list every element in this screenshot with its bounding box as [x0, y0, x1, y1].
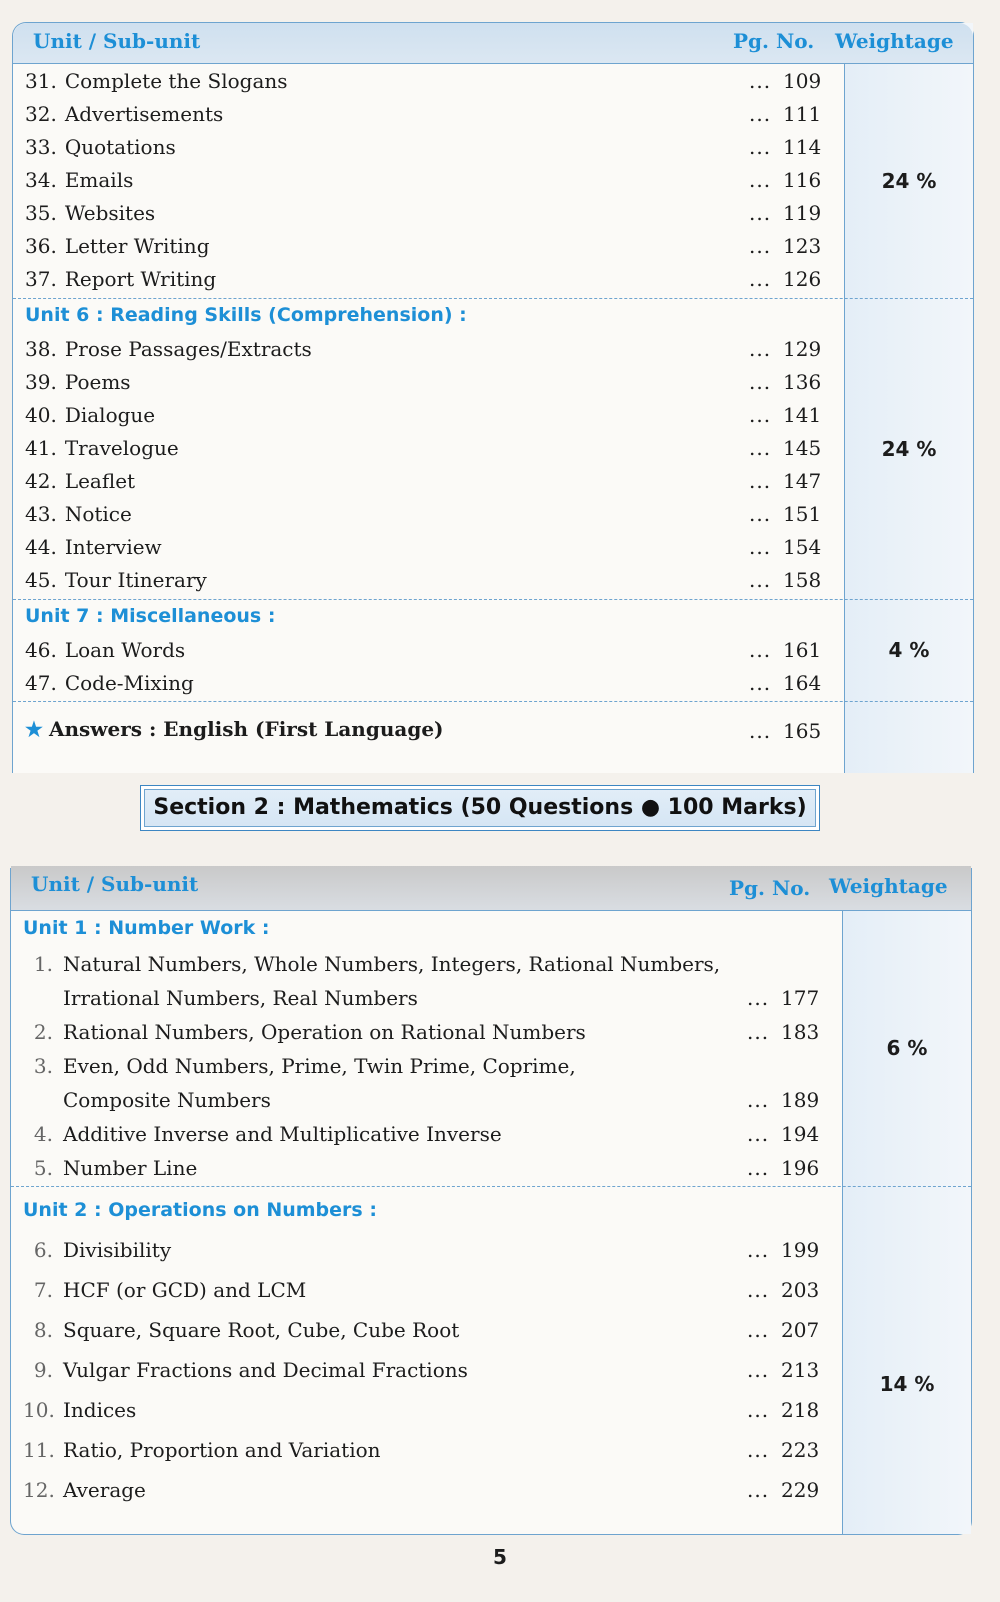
item-label: Number Line — [63, 1156, 198, 1180]
item-number: 35. — [25, 201, 57, 225]
leader-dots: ... — [747, 1088, 770, 1112]
item-label: Advertisements — [64, 102, 224, 126]
weightage-value: 14 % — [879, 1372, 935, 1396]
page-number-cell: 111 — [783, 102, 822, 126]
table-row-continued[interactable] — [11, 1084, 971, 1116]
item-number: 46. — [25, 638, 57, 662]
table-row[interactable] — [13, 263, 973, 295]
table-row[interactable] — [11, 1050, 971, 1082]
item-number: 11. — [23, 1438, 55, 1462]
page-number: 5 — [493, 1545, 507, 1569]
item-label-continued: Irrational Numbers, Real Numbers — [63, 986, 418, 1010]
leader-dots: ... — [749, 671, 772, 695]
table-row[interactable] — [11, 948, 971, 980]
weightage-value: 24 % — [881, 169, 937, 193]
table-row[interactable] — [13, 564, 973, 596]
item-label: Natural Numbers, Whole Numbers, Integers, Rational Numbers, — [63, 952, 721, 976]
page-number-cell: 213 — [781, 1358, 820, 1382]
item-label: Emails — [64, 168, 134, 192]
page-number-cell: 199 — [781, 1238, 820, 1262]
leader-dots: ... — [749, 370, 772, 394]
leader-dots: ... — [749, 719, 772, 743]
page-number-cell: 126 — [783, 267, 822, 291]
table-row[interactable] — [11, 1152, 971, 1184]
header-unit-label: Unit / Sub-unit — [31, 872, 199, 896]
leader-dots: ... — [749, 201, 772, 225]
item-label: Interview — [64, 535, 162, 559]
weightage-value: 6 % — [886, 1036, 928, 1060]
page-number-cell: 141 — [783, 403, 822, 427]
unit-heading: Unit 1 : Number Work : — [23, 917, 270, 939]
item-number: 9. — [33, 1358, 53, 1382]
item-label: Square, Square Root, Cube, Cube Root — [63, 1318, 460, 1342]
table-row[interactable] — [11, 1394, 971, 1426]
item-number: 40. — [25, 403, 57, 427]
item-label: Leaflet — [64, 469, 136, 493]
item-label: Letter Writing — [64, 234, 210, 258]
table-row[interactable] — [11, 1354, 971, 1386]
item-number: 10. — [23, 1398, 55, 1422]
item-label: Indices — [63, 1398, 137, 1422]
leader-dots: ... — [747, 986, 770, 1010]
unit-heading: Unit 2 : Operations on Numbers : — [23, 1199, 377, 1221]
item-number: 32. — [25, 102, 57, 126]
page-number-cell: 203 — [781, 1278, 820, 1302]
leader-dots: ... — [747, 1238, 770, 1262]
page-number-cell: 194 — [781, 1122, 820, 1146]
table-row[interactable] — [13, 65, 973, 97]
item-label: Even, Odd Numbers, Prime, Twin Prime, Coprime, — [63, 1054, 576, 1078]
item-label-continued: Composite Numbers — [63, 1088, 271, 1112]
leader-dots: ... — [747, 1398, 770, 1422]
table-header — [11, 866, 971, 911]
page-number-cell: 129 — [783, 337, 822, 361]
weightage-value: 4 % — [888, 638, 930, 662]
leader-dots: ... — [747, 1438, 770, 1462]
item-label: Ratio, Proportion and Variation — [63, 1438, 381, 1462]
page-number-cell: 158 — [783, 568, 822, 592]
page-number-cell: 223 — [781, 1438, 820, 1462]
table-row[interactable] — [11, 1234, 971, 1266]
section-2-banner: Section 2 : Mathematics (50 Questions ● 100 Marks) — [140, 785, 820, 831]
item-label: Loan Words — [64, 638, 186, 662]
header-unit-label: Unit / Sub-unit — [33, 29, 201, 53]
page-number-cell: 147 — [783, 469, 822, 493]
header-weight-label: Weightage — [829, 874, 948, 898]
unit-heading: Unit 6 : Reading Skills (Comprehension) : — [25, 304, 467, 326]
page-number-cell: 218 — [781, 1398, 820, 1422]
leader-dots: ... — [749, 168, 772, 192]
leader-dots: ... — [749, 535, 772, 559]
item-number: 38. — [25, 337, 57, 361]
item-label: Additive Inverse and Multiplicative Inverse — [63, 1122, 502, 1146]
table-row[interactable] — [13, 399, 973, 431]
leader-dots: ... — [749, 638, 772, 662]
page-number-cell: 123 — [783, 234, 822, 258]
page-number-cell: 151 — [783, 502, 822, 526]
item-number: 3. — [33, 1054, 53, 1078]
table-row[interactable] — [13, 197, 973, 229]
item-number: 41. — [25, 436, 57, 460]
leader-dots: ... — [749, 267, 772, 291]
header-weight-label: Weightage — [835, 29, 954, 53]
item-number: 31. — [25, 69, 57, 93]
item-number: 36. — [25, 234, 57, 258]
leader-dots: ... — [747, 1156, 770, 1180]
toc-table-mathematics — [10, 868, 972, 1535]
table-row[interactable] — [11, 1474, 971, 1506]
item-label: HCF (or GCD) and LCM — [63, 1278, 307, 1302]
page-number-cell: 145 — [783, 436, 822, 460]
table-row[interactable] — [13, 667, 973, 699]
leader-dots: ... — [747, 1318, 770, 1342]
page-number-cell: 183 — [781, 1020, 820, 1044]
table-header — [13, 23, 973, 64]
table-row[interactable] — [11, 1434, 971, 1466]
item-number: 5. — [33, 1156, 53, 1180]
divider — [13, 701, 973, 702]
page-number-cell: 229 — [781, 1478, 820, 1502]
item-label: Vulgar Fractions and Decimal Fractions — [63, 1358, 468, 1382]
item-number: 7. — [33, 1278, 53, 1302]
table-row[interactable] — [13, 333, 973, 365]
header-page-label: Pg. No. — [729, 876, 811, 900]
item-label: Travelogue — [64, 436, 179, 460]
table-row[interactable] — [13, 164, 973, 196]
page-number-cell: 164 — [783, 671, 822, 695]
table-row[interactable] — [13, 432, 973, 464]
page-number-cell: 154 — [783, 535, 822, 559]
item-number: 4. — [33, 1122, 53, 1146]
leader-dots: ... — [749, 568, 772, 592]
table-row[interactable] — [13, 498, 973, 530]
leader-dots: ... — [749, 234, 772, 258]
leader-dots: ... — [747, 1122, 770, 1146]
page-number-cell: 109 — [783, 69, 822, 93]
item-label: Complete the Slogans — [64, 69, 288, 93]
leader-dots: ... — [749, 102, 772, 126]
unit-heading: Unit 7 : Miscellaneous : — [25, 605, 276, 627]
table-row[interactable] — [13, 531, 973, 563]
item-label: Code-Mixing — [64, 671, 194, 695]
page-number-cell: 136 — [783, 370, 822, 394]
leader-dots: ... — [749, 337, 772, 361]
item-label: Dialogue — [64, 403, 156, 427]
divider — [11, 1186, 971, 1187]
page-number-cell: 189 — [781, 1088, 820, 1112]
table-row[interactable] — [13, 366, 973, 398]
item-number: 2. — [33, 1020, 53, 1044]
page-number-cell: 119 — [783, 201, 822, 225]
item-number: 8. — [33, 1318, 53, 1342]
item-number: 1. — [33, 952, 53, 976]
table-row[interactable] — [11, 1314, 971, 1346]
table-row-continued[interactable] — [11, 982, 971, 1014]
star-icon: ★ — [25, 717, 43, 741]
leader-dots: ... — [749, 69, 772, 93]
item-label: Notice — [64, 502, 132, 526]
item-label: Prose Passages/Extracts — [64, 337, 312, 361]
leader-dots: ... — [747, 1358, 770, 1382]
table-row[interactable] — [11, 1016, 971, 1048]
item-number: 39. — [25, 370, 57, 394]
item-label: Average — [63, 1478, 146, 1502]
leader-dots: ... — [747, 1278, 770, 1302]
leader-dots: ... — [749, 403, 772, 427]
page-number-cell: 177 — [781, 986, 820, 1010]
item-label: Rational Numbers, Operation on Rational Numbers — [63, 1020, 586, 1044]
table-row[interactable] — [13, 634, 973, 666]
page-number-cell: 114 — [783, 135, 822, 159]
answers-page-row — [13, 715, 973, 747]
item-number: 33. — [25, 135, 57, 159]
item-label: Tour Itinerary — [64, 568, 207, 592]
item-number: 42. — [25, 469, 57, 493]
item-label: Divisibility — [63, 1238, 172, 1262]
leader-dots: ... — [749, 469, 772, 493]
item-label: Quotations — [64, 135, 176, 159]
page-number-cell: 196 — [781, 1156, 820, 1180]
item-number: 43. — [25, 502, 57, 526]
page-number-cell: 161 — [783, 638, 822, 662]
page-number-cell: 207 — [781, 1318, 820, 1342]
leader-dots: ... — [747, 1020, 770, 1044]
table-row[interactable] — [11, 1118, 971, 1150]
table-row[interactable] — [13, 230, 973, 262]
item-number: 44. — [25, 535, 57, 559]
header-page-label: Pg. No. — [733, 29, 815, 53]
item-number: 34. — [25, 168, 57, 192]
toc-table-english — [12, 22, 974, 773]
item-number: 47. — [25, 671, 57, 695]
leader-dots: ... — [747, 1478, 770, 1502]
weightage-value: 24 % — [881, 437, 937, 461]
item-number: 45. — [25, 568, 57, 592]
item-label: Websites — [64, 201, 156, 225]
page-number-cell: 165 — [783, 719, 822, 743]
item-number: 12. — [23, 1478, 55, 1502]
table-row[interactable] — [13, 465, 973, 497]
answers-label: Answers : English (First Language) — [48, 717, 444, 741]
table-row[interactable] — [13, 131, 973, 163]
item-number: 37. — [25, 267, 57, 291]
page-number-cell: 116 — [783, 168, 822, 192]
item-label: Poems — [64, 370, 131, 394]
leader-dots: ... — [749, 502, 772, 526]
table-row[interactable] — [11, 1274, 971, 1306]
item-label: Report Writing — [64, 267, 217, 291]
item-number: 6. — [33, 1238, 53, 1262]
leader-dots: ... — [749, 436, 772, 460]
table-row[interactable] — [13, 98, 973, 130]
leader-dots: ... — [749, 135, 772, 159]
